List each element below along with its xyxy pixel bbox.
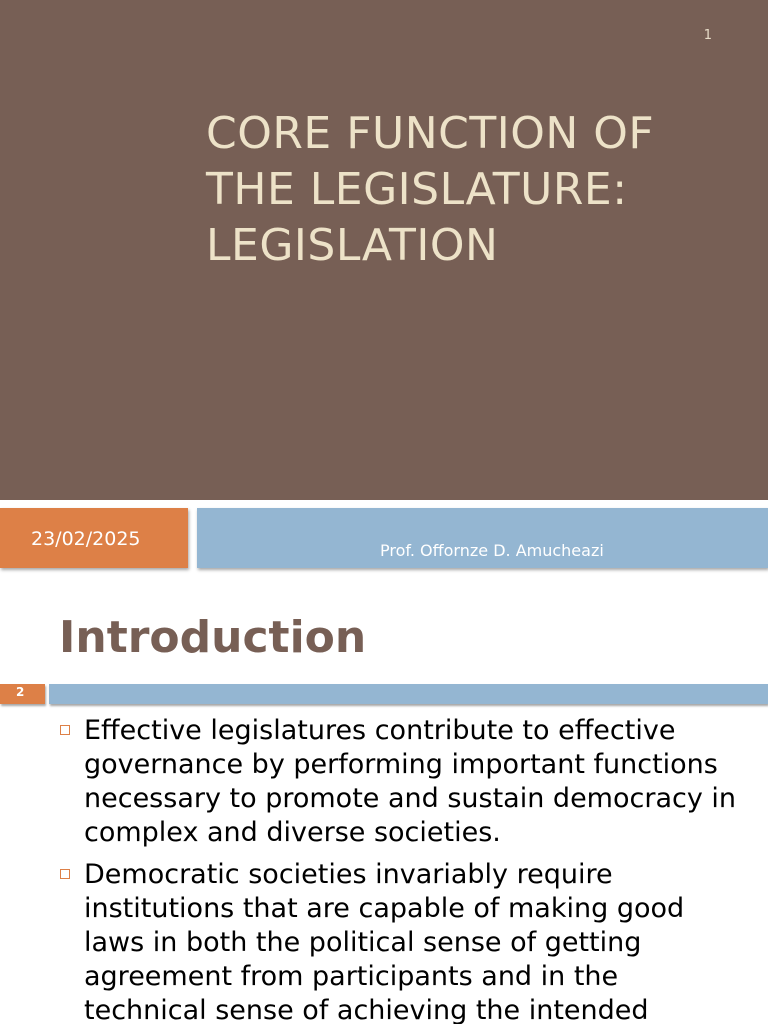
square-bullet-icon bbox=[60, 869, 70, 879]
slide-author: Prof. Offornze D. Amucheazi bbox=[380, 541, 604, 560]
slide-date: 23/02/2025 bbox=[31, 528, 141, 550]
section-title: Introduction bbox=[59, 612, 367, 663]
bullet-text: Effective legislatures contribute to effective governance by performing important functions necessary to promote and sustain democracy in complex and diverse societies. bbox=[84, 715, 737, 848]
slide-title bbox=[206, 106, 746, 274]
bullet-item bbox=[60, 858, 740, 1024]
slide-title-line: THE LEGISLATURE: bbox=[206, 164, 628, 215]
bullet-text: Democratic societies invariably require institutions that are capable of making good laws in both the political sense of getting agreement from participants and in the technical sense of achieving the intended bbox=[84, 859, 685, 1024]
slide-title-line: LEGISLATION bbox=[206, 220, 499, 271]
square-bullet-icon bbox=[60, 725, 70, 735]
bullet-list bbox=[60, 714, 740, 1024]
bullet-item bbox=[60, 714, 740, 850]
slide-number: 2 bbox=[16, 685, 25, 699]
slide-title-line: CORE FUNCTION OF bbox=[206, 108, 655, 159]
slide-number: 1 bbox=[703, 28, 712, 43]
header-divider-bar bbox=[49, 684, 768, 704]
